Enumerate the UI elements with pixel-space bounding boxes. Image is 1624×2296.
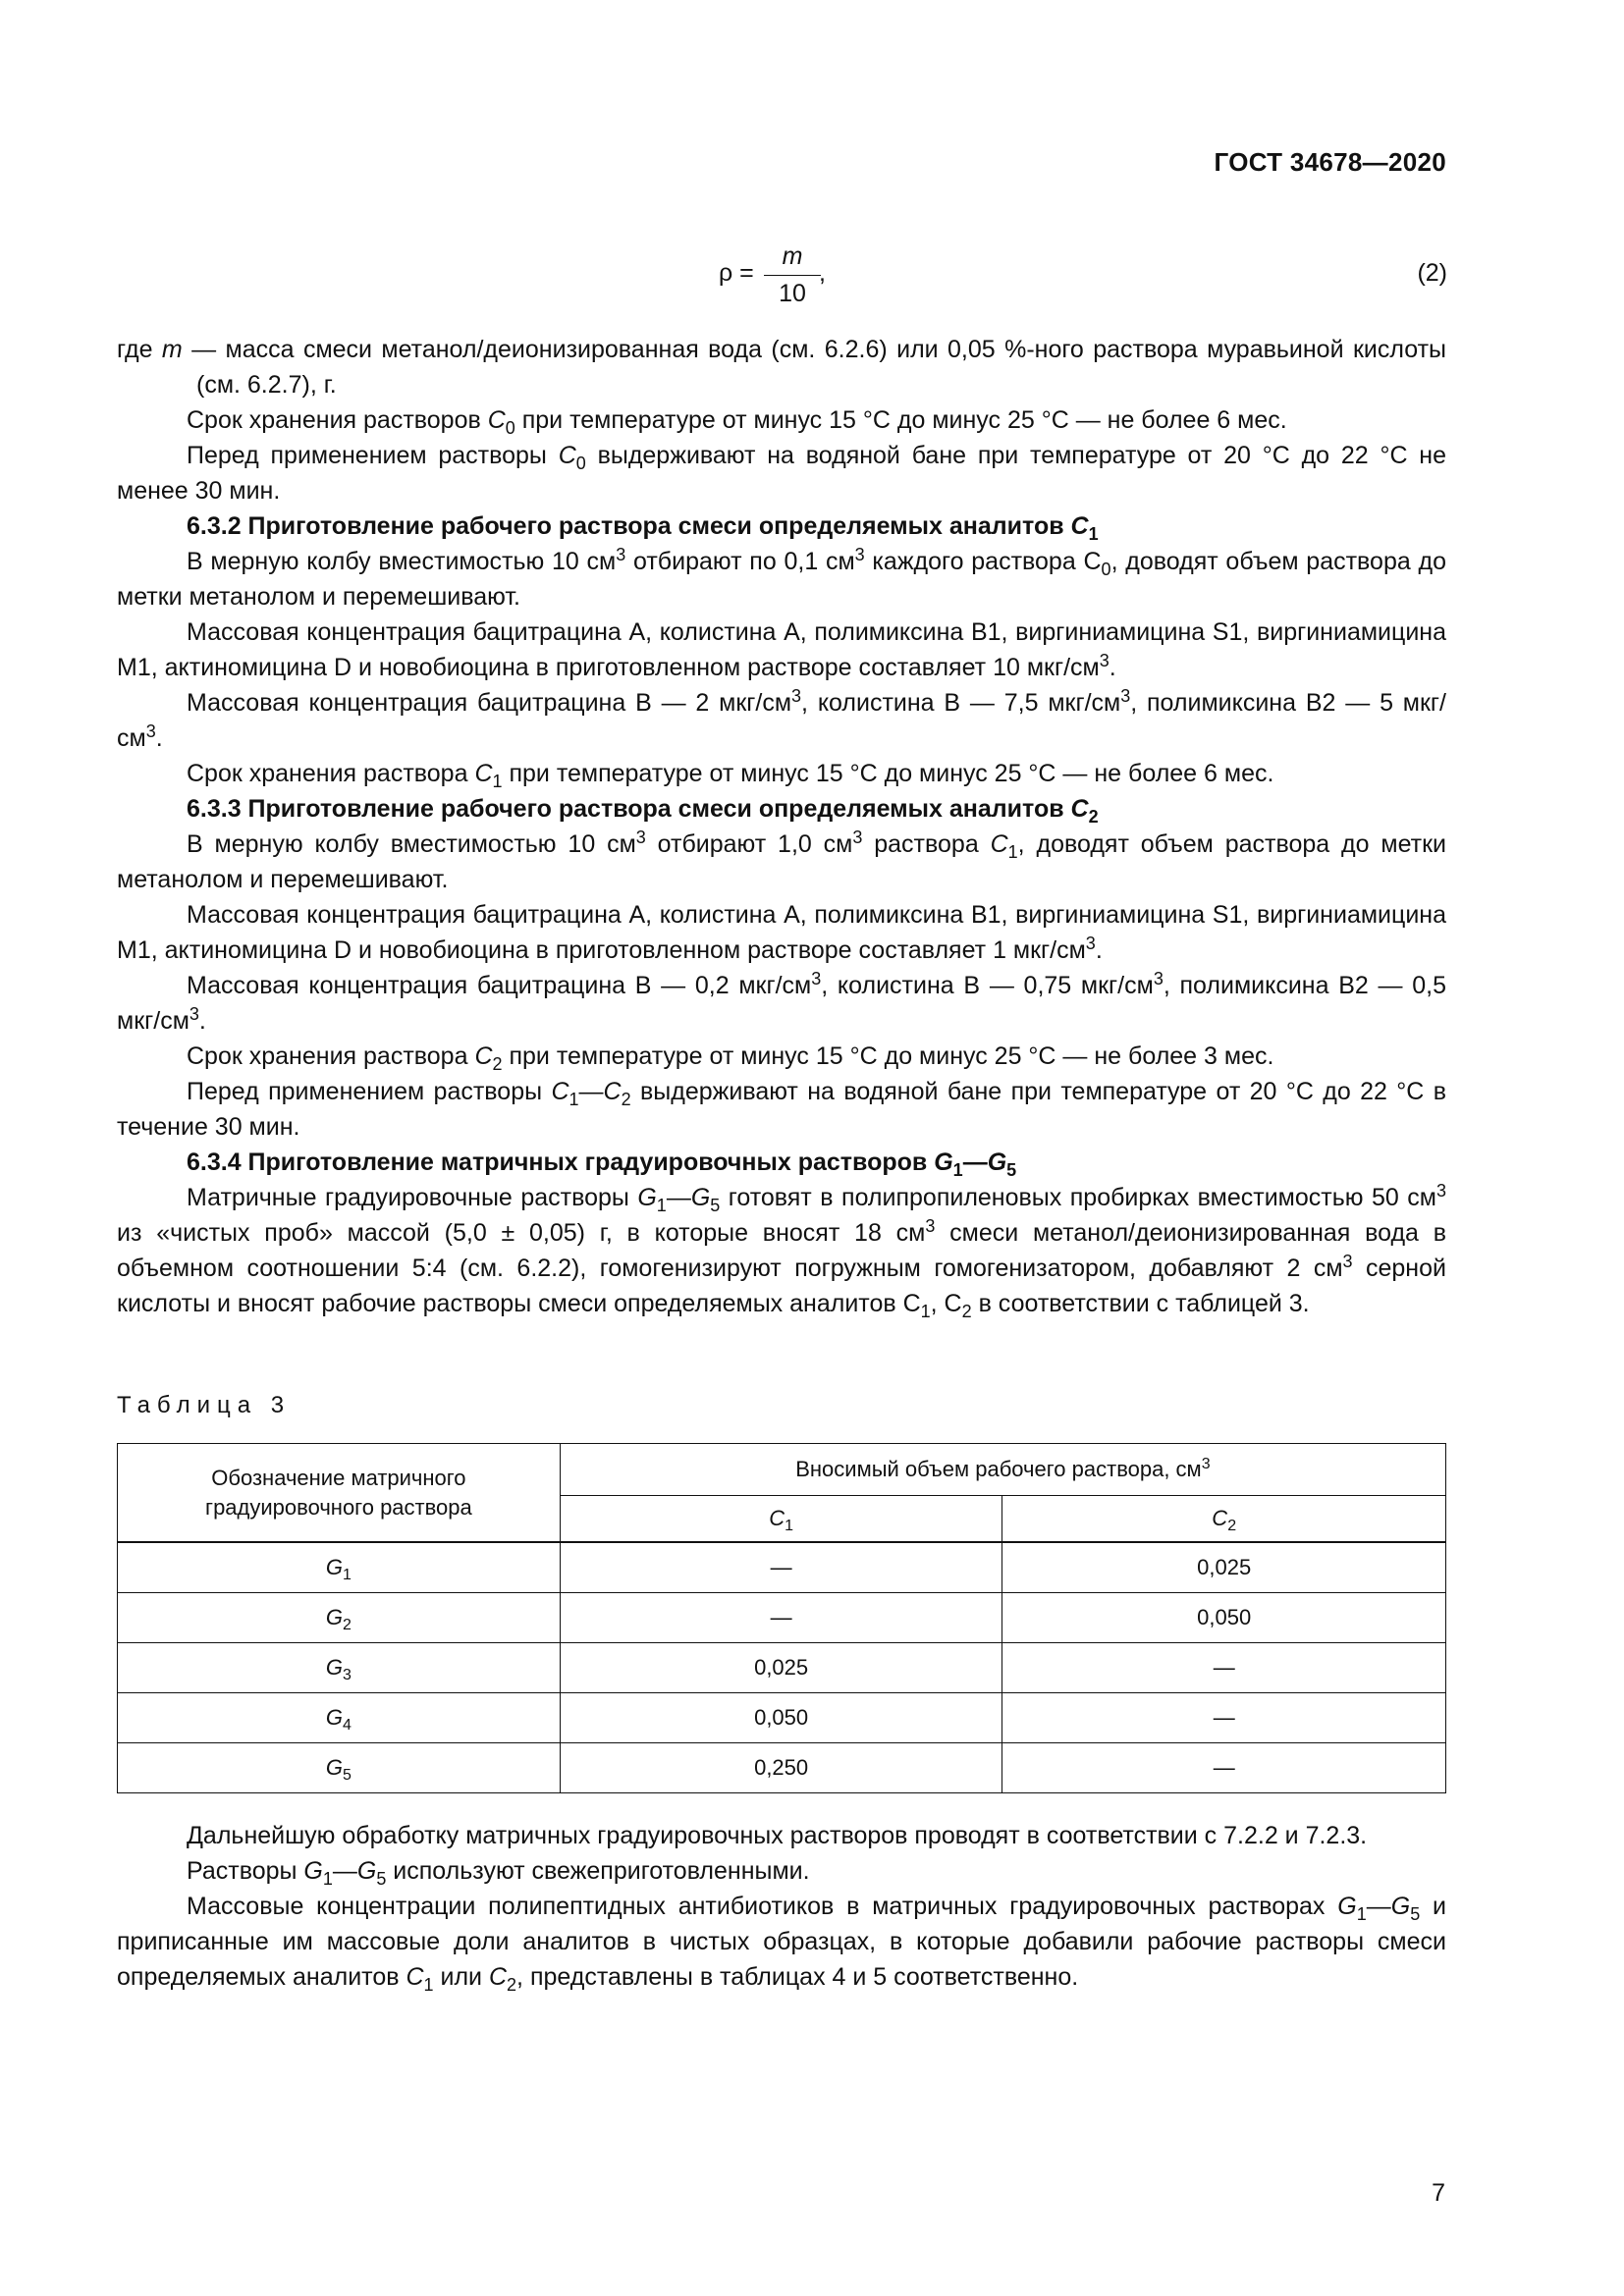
text: В мерную колбу вместимостью 10 см	[187, 830, 636, 858]
subscript: 1	[1088, 524, 1099, 544]
dash: —	[666, 1184, 691, 1211]
var: C	[488, 1963, 508, 1991]
section-heading-6-3-4	[117, 1145, 1446, 1180]
text: выдерживают на водяной бане при температуре от 20 °С до 22 °С не менее 30 мин.	[117, 442, 1446, 505]
table-row	[118, 1743, 1446, 1793]
superscript: 3	[811, 969, 822, 988]
superscript: 3	[189, 1004, 199, 1024]
text: Растворы	[187, 1857, 304, 1885]
heading-text: 6.3.3 Приготовление рабочего раствора смеси определяемых аналитов	[187, 795, 1071, 823]
subscript: 1	[1356, 1904, 1367, 1924]
subscript: 1	[1007, 842, 1018, 862]
text: , С	[930, 1290, 962, 1317]
col-header-designation	[118, 1444, 561, 1543]
var: G	[987, 1148, 1007, 1176]
formula-denominator: 10	[779, 280, 806, 307]
subscript: 2	[343, 1617, 352, 1633]
document-id: ГОСТ 34678—2020	[1214, 147, 1446, 177]
superscript: 3	[854, 545, 865, 564]
text: Массовая концентрация бацитрацина В — 0,2 мкг/см	[187, 972, 812, 999]
cell-c2: —	[1002, 1693, 1446, 1743]
var: G	[1390, 1893, 1411, 1920]
text: раствора	[862, 830, 991, 858]
var: G	[325, 1605, 344, 1629]
dash: —	[578, 1078, 604, 1105]
text: , доводят объем раствора до метки метанолом и перемешивают.	[117, 548, 1446, 611]
paragraph: Дальнейшую обработку матричных градуировочных растворов проводят в соответствии с 7.2.2 и 7.2.3.	[187, 1822, 1368, 1849]
var: G	[325, 1755, 344, 1780]
text: при температуре от минус 15 °С до минус 25 °С — не более 3 мес.	[502, 1042, 1274, 1070]
subscript: 5	[376, 1869, 387, 1889]
var: C	[769, 1506, 785, 1530]
text: Перед применением растворы	[187, 442, 559, 469]
var: C	[1070, 512, 1089, 540]
page-number: 7	[1432, 2179, 1445, 2207]
paragraph	[117, 756, 1446, 791]
paragraph	[117, 685, 1446, 756]
paragraph	[117, 402, 1446, 438]
text: .	[1109, 654, 1116, 681]
text: или	[433, 1963, 489, 1991]
paragraph	[117, 897, 1446, 968]
text: и приписанные им массовые доли аналитов в чистых образцах, в которые добавили рабочие растворы смеси определяемых аналитов	[117, 1893, 1446, 1991]
table-caption: Таблица 3	[117, 1392, 292, 1418]
paragraph	[117, 1039, 1446, 1074]
cell-c1: 0,250	[560, 1743, 1002, 1793]
paragraph	[117, 438, 1446, 508]
dash: —	[962, 1148, 988, 1176]
var: G	[690, 1184, 711, 1211]
table-header-row	[118, 1444, 1446, 1496]
subscript: 5	[343, 1767, 352, 1784]
text: используют свежеприготовленными.	[386, 1857, 810, 1885]
var: G	[637, 1184, 657, 1211]
subscript: 1	[568, 1090, 579, 1109]
text: при температуре от минус 15 °С до минус 25 °С — не более 6 мес.	[502, 760, 1274, 787]
section-heading-6-3-3	[117, 791, 1446, 827]
cell-designation	[118, 1542, 561, 1593]
subscript: 5	[710, 1196, 721, 1215]
text: из «чистых проб» массой (5,0 ± 0,05) г, в которые вносят 18 см	[117, 1219, 926, 1247]
cell-designation	[118, 1693, 561, 1743]
subscript: 1	[920, 1302, 931, 1321]
heading-text: 6.3.2 Приготовление рабочего раствора смеси определяемых аналитов	[187, 512, 1071, 540]
text: выдерживают на водяной бане при температуре от 20 °С до 22 °С в течение 30 мин.	[117, 1078, 1446, 1141]
cell-designation	[118, 1743, 561, 1793]
var: C	[558, 442, 576, 469]
subscript: 4	[343, 1717, 352, 1734]
text: .	[198, 1007, 206, 1035]
cell-designation	[118, 1643, 561, 1693]
subscript: 1	[656, 1196, 667, 1215]
text: — масса смеси метанол/деионизированная вода (см. 6.2.6) или 0,05 %-ного раствора муравьиной кислоты (см. 6.2.7), г.	[182, 336, 1446, 399]
paragraph	[117, 1853, 1446, 1889]
var: G	[325, 1655, 344, 1680]
subscript: 1	[492, 772, 503, 791]
superscript: 3	[1201, 1456, 1211, 1472]
var: C	[474, 1042, 493, 1070]
text: .	[1095, 936, 1103, 964]
cell-c2: —	[1002, 1743, 1446, 1793]
subscript: 2	[1227, 1518, 1237, 1534]
formula-numerator: m	[782, 242, 803, 270]
subscript: 5	[1410, 1904, 1421, 1924]
table-row	[118, 1593, 1446, 1643]
col-header-volume	[560, 1444, 1445, 1496]
text: отбирают 1,0 см	[645, 830, 853, 858]
paragraph	[117, 614, 1446, 685]
text: , представлены в таблицах 4 и 5 соответственно.	[516, 1963, 1079, 1991]
cell-c2: 0,050	[1002, 1593, 1446, 1643]
paragraph	[117, 1180, 1446, 1321]
superscript: 3	[1120, 686, 1131, 706]
text: каждого раствора С	[864, 548, 1102, 575]
var: G	[325, 1705, 344, 1730]
where-clause	[117, 332, 1446, 402]
superscript: 3	[1085, 934, 1096, 953]
subscript: 2	[961, 1302, 972, 1321]
var: C	[990, 830, 1008, 858]
subscript: 2	[1088, 807, 1099, 827]
text: Перед применением растворы	[187, 1078, 552, 1105]
table-row	[118, 1542, 1446, 1593]
formula-comma: ,	[819, 259, 826, 287]
text: , колистина В — 0,75 мкг/см	[821, 972, 1154, 999]
text: , полимиксина В2 — 0,5 мкг/см	[117, 972, 1446, 1035]
cell-c2: 0,025	[1002, 1542, 1446, 1593]
cell-designation	[118, 1593, 561, 1643]
text: где	[117, 336, 162, 363]
subscript: 1	[423, 1975, 434, 1995]
var: G	[934, 1148, 953, 1176]
superscript: 3	[1153, 969, 1164, 988]
var: C	[487, 406, 506, 434]
text: Срок хранения раствора	[187, 760, 475, 787]
superscript: 3	[1342, 1252, 1353, 1271]
superscript: 3	[791, 686, 802, 706]
var-m: m	[161, 336, 183, 363]
dash: —	[1366, 1893, 1391, 1920]
text: Массовая концентрация бацитрацина А, колистина А, полимиксина В1, виргиниамицина S1, виргиниамицина М1, актиномицина D и новобиоцина в приготовленном растворе составляет 1 мкг/см	[117, 901, 1446, 964]
cell-c1: —	[560, 1593, 1002, 1643]
paragraph	[117, 827, 1446, 897]
var: C	[474, 760, 493, 787]
equation-number: (2)	[1417, 259, 1447, 287]
subscript: 5	[1006, 1160, 1017, 1180]
var: G	[356, 1857, 377, 1885]
cell-c1: —	[560, 1542, 1002, 1593]
subscript: 1	[343, 1567, 352, 1583]
text: , колистина В — 7,5 мкг/см	[801, 689, 1121, 717]
formula-2	[713, 236, 840, 314]
superscript: 3	[852, 828, 863, 847]
superscript: 3	[635, 828, 646, 847]
text: в соответствии с таблицей 3.	[971, 1290, 1310, 1317]
subscript: 3	[343, 1667, 352, 1683]
superscript: 3	[1435, 1181, 1446, 1201]
text: , доводят объем раствора до метки метанолом и перемешивают.	[117, 830, 1447, 893]
paragraph	[117, 544, 1446, 614]
formula-fraction	[764, 240, 821, 309]
var: G	[325, 1555, 344, 1579]
text: В мерную колбу вместимостью 10 см	[187, 548, 617, 575]
body-text-after-table	[117, 1818, 1446, 1995]
text: , полимиксина В2 — 5 мкг/см	[117, 689, 1446, 752]
var: G	[303, 1857, 323, 1885]
cell-c2: —	[1002, 1643, 1446, 1693]
paragraph	[117, 968, 1446, 1039]
heading-text: 6.3.4 Приготовление матричных градуировочных растворов	[187, 1148, 935, 1176]
var: C	[551, 1078, 569, 1105]
subscript: 0	[575, 454, 586, 473]
col-header-c2	[1002, 1496, 1446, 1543]
text: готовят в полипропиленовых пробирках вместимостью 50 см	[720, 1184, 1436, 1211]
body-text	[117, 332, 1446, 1321]
subscript: 1	[952, 1160, 963, 1180]
text: Матричные градуировочные растворы	[187, 1184, 638, 1211]
var: C	[1070, 795, 1089, 823]
text: при температуре от минус 15 °С до минус 25 °С — не более 6 мес.	[514, 406, 1287, 434]
text: Массовая концентрация бацитрацина А, колистина А, полимиксина В1, виргиниамицина S1, виргиниамицина М1, актиномицина D и новобиоцина в приготовленном растворе составляет 10 мкг/см	[117, 618, 1446, 681]
var: C	[406, 1963, 424, 1991]
superscript: 3	[1099, 651, 1110, 670]
header-text: Обозначение матричного градуировочного раствора	[205, 1465, 472, 1520]
text: отбирают по 0,1 см	[625, 548, 855, 575]
text: Массовые концентрации полипептидных антибиотиков в матричных градуировочных растворах	[187, 1893, 1338, 1920]
formula-lhs: ρ =	[719, 259, 754, 287]
superscript: 3	[925, 1216, 936, 1236]
col-header-c1	[560, 1496, 1002, 1543]
subscript: 2	[492, 1054, 503, 1074]
paragraph	[117, 1889, 1446, 1995]
header-text: Вносимый объем рабочего раствора, см	[795, 1457, 1202, 1481]
cell-c1: 0,025	[560, 1643, 1002, 1693]
paragraph	[117, 1074, 1446, 1145]
var: G	[1337, 1893, 1357, 1920]
text: Массовая концентрация бацитрацина В — 2 мкг/см	[187, 689, 792, 717]
subscript: 1	[785, 1518, 794, 1534]
text: Срок хранения растворов	[187, 406, 488, 434]
text: .	[155, 724, 163, 752]
table-3	[117, 1443, 1446, 1793]
superscript: 3	[145, 721, 156, 741]
text: смеси метанол/деионизированная вода в объемном соотношении 5:4 (см. 6.2.2), гомогенизируют погружным гомогенизатором, добавляют 2 см	[117, 1219, 1446, 1282]
table-row	[118, 1693, 1446, 1743]
var: C	[1212, 1506, 1228, 1530]
subscript: 0	[1101, 560, 1111, 579]
subscript: 2	[621, 1090, 631, 1109]
cell-c1: 0,050	[560, 1693, 1002, 1743]
subscript: 0	[505, 418, 515, 438]
text: Срок хранения раствора	[187, 1042, 475, 1070]
section-heading-6-3-2	[117, 508, 1446, 544]
subscript: 1	[322, 1869, 333, 1889]
dash: —	[332, 1857, 357, 1885]
table-row	[118, 1643, 1446, 1693]
superscript: 3	[616, 545, 626, 564]
text: серной кислоты и вносят рабочие растворы смеси определяемых аналитов С	[117, 1255, 1446, 1317]
subscript: 2	[507, 1975, 517, 1995]
var: C	[603, 1078, 622, 1105]
